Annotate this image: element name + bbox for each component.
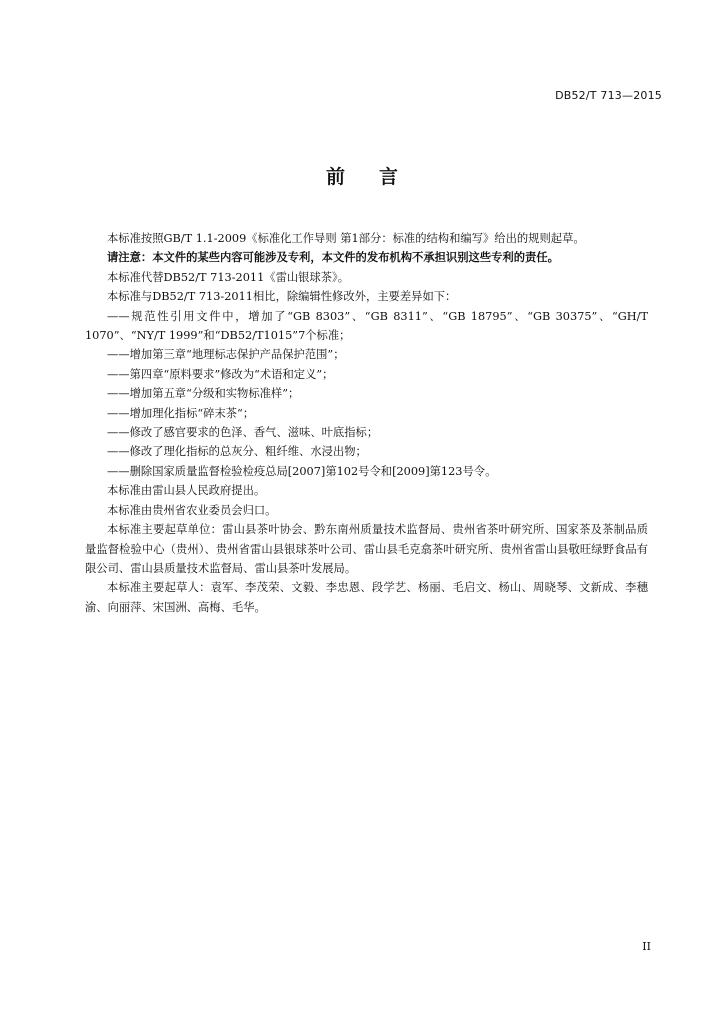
foreword-body (85, 229, 648, 617)
list-item-deleted-orders: ——删除国家质量监督检验检疫总局[2007]第102号令和[2009]第123号令。 (107, 464, 497, 478)
paragraph-drafting-organizations: 本标准主要起草单位：雷山县茶叶协会、黔东南州质量技术监督局、贵州省茶叶研究所、国家茶及茶制品质量监督检验中心（贵州）、贵州省雷山县银球茶叶公司、雷山县毛克翕茶叶研究所、贵州省雷山县敬旺绿野食品有限公司、雷山县质量技术监督局、雷山县茶叶发展局。 (85, 523, 648, 575)
list-item-chapter-five: ——增加第五章“分级和实物标准样”； (107, 387, 300, 401)
list-item-chapter-four: ——第四章“原料要求”修改为“术语和定义”； (107, 367, 334, 381)
list-item-physicochemical-changes: ——修改了理化指标的总灰分、粗纤维、水浸出物； (107, 445, 367, 459)
page-number: II (642, 940, 651, 953)
paragraph-differences-intro: 本标准与DB52/T 713-2011相比，除编辑性修改外，主要差异如下： (107, 290, 457, 304)
paragraph-under-jurisdiction: 本标准由贵州省农业委员会归口。 (107, 503, 277, 517)
list-item-physicochemical-index: ——增加理化指标“碎末茶“； (107, 406, 255, 420)
list-item-chapter-three: ——增加第三章“地理标志保护产品保护范围”； (107, 348, 345, 362)
title-char-1: 前 (325, 166, 345, 188)
paragraph-proposed-by: 本标准由雷山县人民政府提出。 (107, 484, 266, 498)
paragraph-patent-notice: 请注意：本文件的某些内容可能涉及专利，本文件的发布机构不承担识别这些专利的责任。 (107, 251, 559, 265)
paragraph-replaces: 本标准代替DB52/T 713-2011《雷山银球茶》。 (107, 270, 350, 284)
list-item-sensory-requirements: ——修改了感官要求的色泽、香气、滋味、叶底指标； (107, 426, 379, 440)
document-code: DB52/T 713—2015 (555, 89, 662, 102)
paragraph-drafting-rule: 本标准按照GB/T 1.1-2009《标准化工作导则 第1部分：标准的结构和编写》给出的规则起草。 (107, 232, 585, 245)
title-char-2: 言 (379, 166, 399, 188)
paragraph-drafters: 本标准主要起草人：袁军、李茂荣、文毅、李忠恩、段学艺、杨丽、毛启文、杨山、周晓琴、文新成、李穗渝、向丽萍、宋国洲、高梅、毛华。 (85, 581, 648, 614)
list-item-normative-references: ——规范性引用文件中，增加了“GB 8303”、“GB 8311”、“GB 18795”、“GB 30375”、“GH/T 1070”、“NY/T 1999”和“DB52/T1015”7个标准； (85, 309, 648, 343)
page-title (0, 162, 724, 189)
